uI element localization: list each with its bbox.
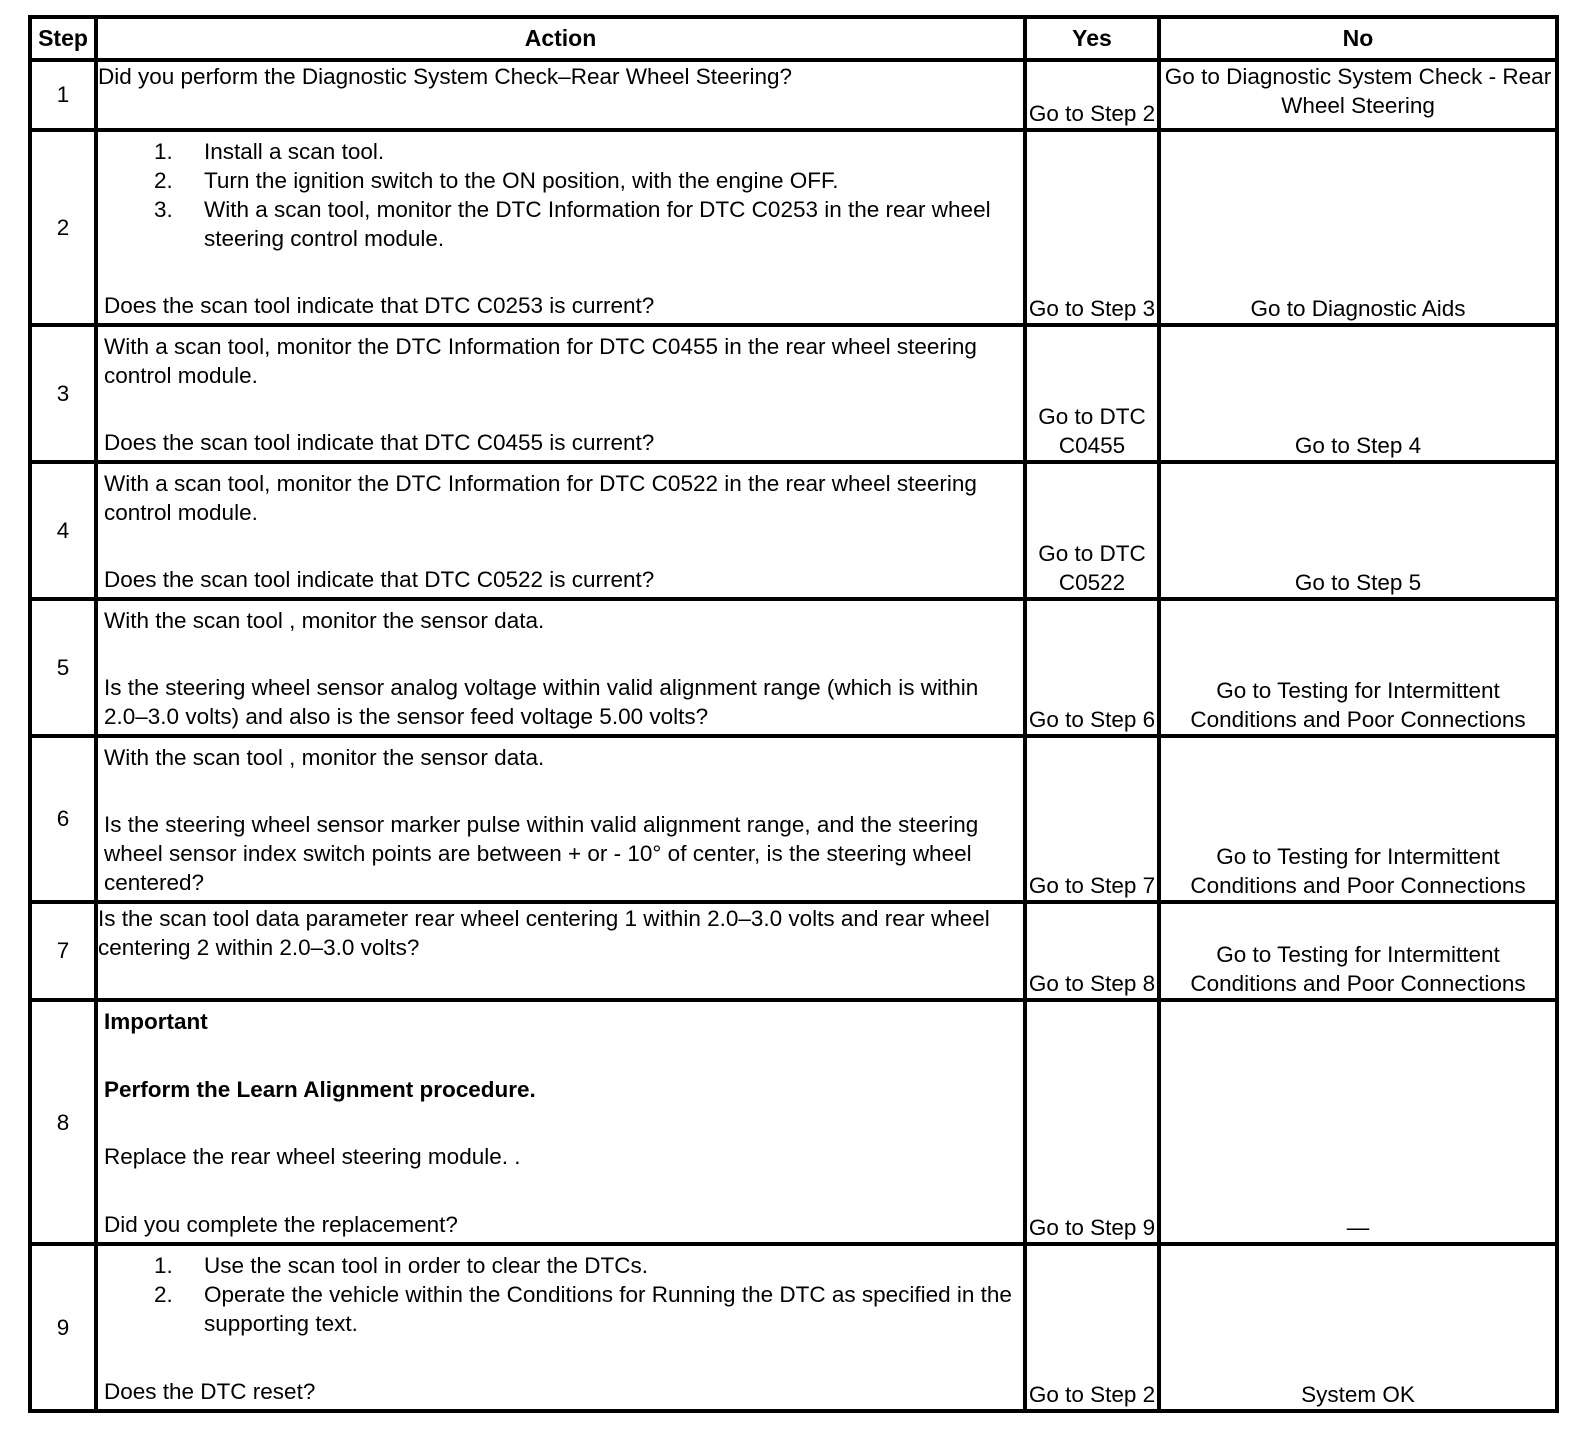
step-number: 8 (30, 1000, 96, 1244)
important-label: Important (104, 1009, 208, 1035)
no-cell: Go to Diagnostic Aids (1159, 130, 1557, 325)
action-list (104, 1251, 1015, 1338)
no-cell: Go to Step 5 (1159, 462, 1557, 599)
no-cell: System OK (1159, 1244, 1557, 1411)
yes-cell: Go to Step 3 (1025, 130, 1159, 325)
yes-cell: Go to Step 2 (1025, 1244, 1159, 1411)
table-row (30, 736, 1557, 902)
table-row (30, 60, 1557, 129)
table-row (30, 462, 1557, 599)
table-row (30, 130, 1557, 325)
list-item: 2. Operate the vehicle within the Conditions for Running the DTC as specified in the supporting text. (154, 1281, 1012, 1336)
action-cell (96, 736, 1025, 902)
yes-cell: Go to DTC C0455 (1025, 325, 1159, 462)
header-yes: Yes (1025, 17, 1159, 60)
diagnostic-table (28, 15, 1559, 1413)
yes-cell: Go to Step 7 (1025, 736, 1159, 902)
action-cell (96, 325, 1025, 462)
header-action: Action (96, 17, 1025, 60)
step-number: 2 (30, 130, 96, 325)
table-row (30, 1244, 1557, 1411)
action-question: Did you perform the Diagnostic System Check–Rear Wheel Steering? (98, 64, 793, 90)
list-item: 3. With a scan tool, monitor the DTC Information for DTC C0253 in the rear wheel steering control module. (154, 196, 991, 251)
table-row (30, 902, 1557, 1001)
action-cell (96, 60, 1025, 129)
header-step: Step (30, 17, 96, 60)
header-row (30, 17, 1557, 60)
table-row (30, 1000, 1557, 1244)
no-cell: Go to Diagnostic System Check - Rear Wheel Steering (1159, 60, 1557, 129)
step-number: 7 (30, 902, 96, 1001)
action-question: Does the scan tool indicate that DTC C0522 is current? (104, 566, 655, 592)
action-text: With the scan tool , monitor the sensor data. (104, 744, 545, 770)
action-question: Is the scan tool data parameter rear wheel centering 1 within 2.0–3.0 volts and rear wheel centering 2 within 2.0–3.0 volts? (98, 905, 990, 960)
step-number: 4 (30, 462, 96, 599)
step-number: 5 (30, 599, 96, 736)
yes-cell: Go to Step 8 (1025, 902, 1159, 1001)
action-text: With a scan tool, monitor the DTC Information for DTC C0455 in the rear wheel steering control module. (104, 333, 977, 388)
yes-cell: Go to Step 6 (1025, 599, 1159, 736)
step-number: 6 (30, 736, 96, 902)
action-question: Does the scan tool indicate that DTC C0253 is current? (104, 292, 655, 318)
action-cell (96, 902, 1025, 1001)
action-question: Is the steering wheel sensor marker pulse within valid alignment range, and the steering wheel sensor index switch points are between + or - 10° of center, is the steering wheel centered? (104, 811, 979, 895)
list-item: 1. Install a scan tool. (154, 138, 385, 164)
no-cell: — (1159, 1000, 1557, 1244)
step-number: 1 (30, 60, 96, 129)
action-question: Is the steering wheel sensor analog voltage within valid alignment range (which is within 2.0–3.0 volts) and also is the sensor feed voltage 5.00 volts? (104, 674, 979, 729)
action-text: Replace the rear wheel steering module. . (104, 1144, 521, 1170)
action-text: With a scan tool, monitor the DTC Information for DTC C0522 in the rear wheel steering control module. (104, 470, 977, 525)
header-no: No (1159, 17, 1557, 60)
table-row (30, 325, 1557, 462)
action-list (104, 137, 1015, 253)
action-question: Does the DTC reset? (104, 1379, 316, 1404)
action-question: Did you complete the replacement? (104, 1211, 458, 1237)
yes-cell: Go to Step 2 (1025, 60, 1159, 129)
list-item: 2. Turn the ignition switch to the ON position, with the engine OFF. (154, 167, 839, 193)
action-cell (96, 462, 1025, 599)
action-question: Does the scan tool indicate that DTC C0455 is current? (104, 429, 655, 455)
list-item: 1. Use the scan tool in order to clear the DTCs. (154, 1252, 648, 1278)
action-text: With the scan tool , monitor the sensor data. (104, 607, 545, 633)
no-cell: Go to Step 4 (1159, 325, 1557, 462)
action-cell (96, 1000, 1025, 1244)
step-number: 9 (30, 1244, 96, 1411)
no-cell: Go to Testing for Intermittent Conditions and Poor Connections (1159, 902, 1557, 1001)
step-number: 3 (30, 325, 96, 462)
action-cell (96, 1244, 1025, 1411)
important-text: Perform the Learn Alignment procedure. (104, 1076, 536, 1102)
no-cell: Go to Testing for Intermittent Conditions and Poor Connections (1159, 599, 1557, 736)
action-cell (96, 130, 1025, 325)
action-cell (96, 599, 1025, 736)
no-cell: Go to Testing for Intermittent Conditions and Poor Connections (1159, 736, 1557, 902)
yes-cell: Go to DTC C0522 (1025, 462, 1159, 599)
table-row (30, 599, 1557, 736)
yes-cell: Go to Step 9 (1025, 1000, 1159, 1244)
